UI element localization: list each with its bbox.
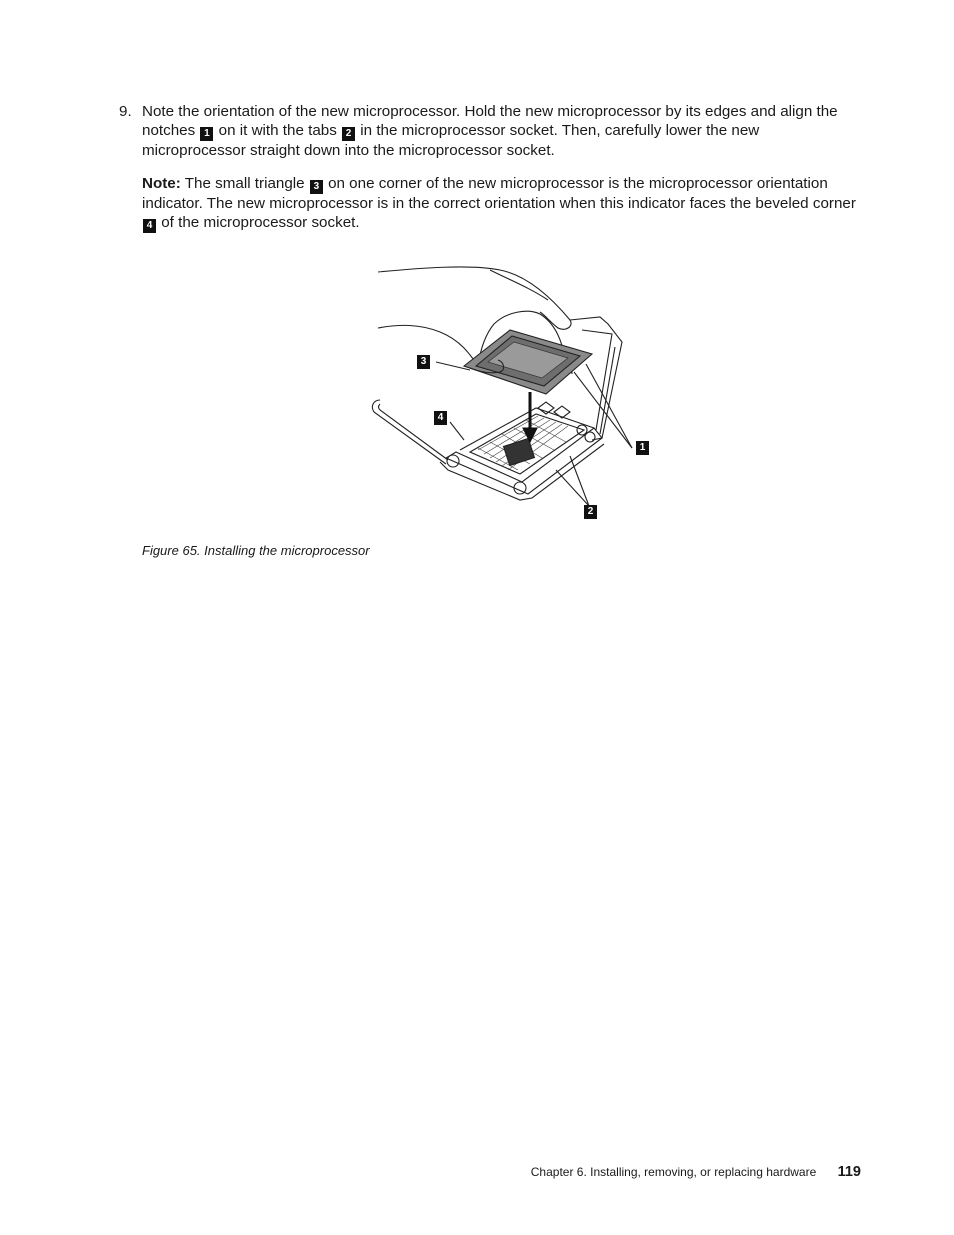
note-text-part: on one corner of the new microprocessor is the microprocessor orientation indicator. The new microprocessor is in the correct orientation when this indicator faces the beveled corner: [142, 175, 856, 212]
figure-callout-3: 3: [417, 355, 430, 369]
microprocessor-illustration: [360, 262, 660, 524]
callout-3: 3: [310, 180, 323, 194]
step-text: [142, 102, 859, 160]
figure-callout-2: 2: [584, 505, 597, 519]
page-number: 119: [837, 1164, 861, 1180]
figure-caption: Figure 65. Installing the microprocessor: [142, 543, 370, 558]
step-text-part: in the microprocessor socket. Then, carefully lower the new microprocessor straight down into the microprocessor socket.: [142, 122, 760, 159]
callout-1: 1: [200, 127, 213, 141]
page-footer: [531, 1164, 861, 1180]
note-paragraph: [142, 174, 859, 233]
microprocessor-installation-figure: [360, 262, 660, 524]
step-text-part: Note the orientation of the new microprocessor. Hold the new microprocessor by its edges and align the notches: [142, 103, 838, 139]
chapter-title: Chapter 6. Installing, removing, or replacing hardware: [530, 1165, 817, 1179]
note-text-part: of the microprocessor socket.: [157, 214, 360, 231]
step-number: 9.: [119, 103, 132, 120]
step-text-part: on it with the tabs: [214, 122, 342, 139]
figure-callout-4: 4: [434, 411, 447, 425]
note-label: Note:: [142, 175, 181, 192]
note-text-part: The small triangle: [180, 175, 309, 192]
callout-2: 2: [342, 127, 355, 141]
callout-4: 4: [143, 219, 156, 233]
figure-callout-1: 1: [636, 441, 649, 455]
